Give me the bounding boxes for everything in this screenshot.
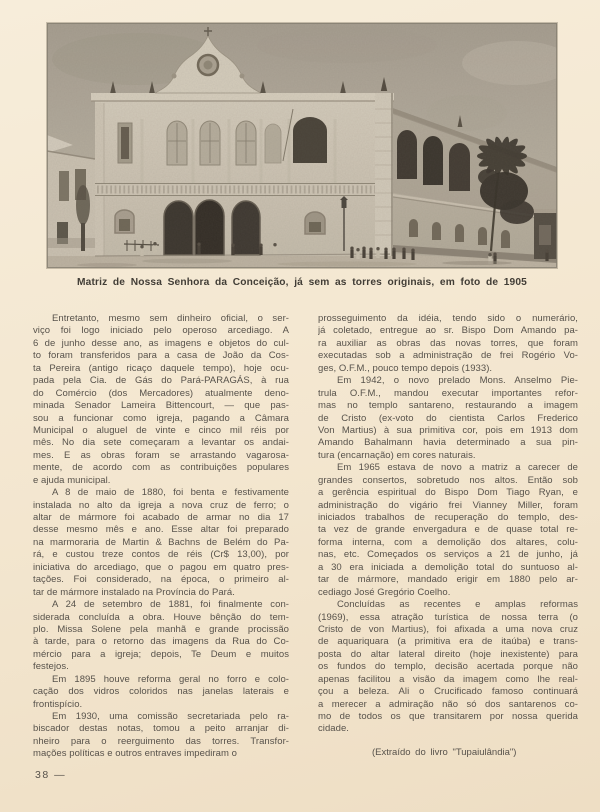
paragraph xyxy=(33,674,289,711)
text-line: a merecer a admiração não só dos santarenos co- xyxy=(318,698,578,710)
text-line: frontispício. xyxy=(33,698,83,710)
text-line: 6 de junho desse ano, as imagens e objetos do cul- xyxy=(33,337,289,349)
text-column-right xyxy=(318,313,578,761)
text-line: ta Pereira (antigo ricaço daquele tempo), hoje ocu- xyxy=(33,362,289,374)
text-line: to foram transferidos para a casa de João da Cos- xyxy=(33,350,289,362)
text-line: mo de todos os que transitarem por nossa querida xyxy=(318,711,578,722)
text-line: instalada no alto da igreja a nova cruz de ferro; o xyxy=(33,499,289,511)
church-photo xyxy=(47,23,557,268)
text-line: A 8 de maio de 1880, foi benta e festivamente xyxy=(52,487,289,499)
text-line: pada pela Cia. de Gás do Pará-PARAGÁS, à rua xyxy=(33,375,289,387)
text-line: cação dos vidros coloridos nas janelas laterais e xyxy=(33,686,289,698)
text-line: A 24 de setembro de 1881, foi finalmente con- xyxy=(52,599,289,611)
text-line: prosseguimento da idéia, tendo sido o numerário, xyxy=(318,313,578,324)
paragraph xyxy=(318,313,578,375)
text-line: forma interna, com a demolição dos altares, colu- xyxy=(318,536,578,548)
text-line: tar de mármore, mandado erigir em 1880 pelo ar- xyxy=(318,574,578,586)
text-line: Concluídas as recentes e amplas reformas xyxy=(337,599,578,611)
page-number: 38 — xyxy=(35,769,67,781)
text-line: à tarde, para o retorno das imagens da Rua do Co- xyxy=(33,636,289,648)
text-line: mente, de acordo com as contribuições populares xyxy=(33,462,289,474)
text-line: mações políticas e outros entraves impediram o xyxy=(33,748,238,760)
text-line: siderada concluída a obra. Houve bênção do tem- xyxy=(33,611,289,623)
text-line: Em 1895 houve reforma geral no forro e colo- xyxy=(52,673,289,685)
article-columns xyxy=(33,313,578,761)
text-line: cidade. xyxy=(318,723,349,735)
paragraph xyxy=(33,711,289,761)
text-line: executadas sob a administração de frei Rogério Vo- xyxy=(318,350,578,362)
paragraph xyxy=(33,487,289,599)
text-line: desse mesmo mês e ano. Esse altar foi preparado xyxy=(33,524,289,536)
paragraph xyxy=(318,599,578,736)
text-line: çou a beleza. Ali o Crucificado famoso continuará xyxy=(318,686,578,698)
paragraph xyxy=(33,599,289,674)
text-line: Cristo de von Martius), foi afixada a uma nova cruz xyxy=(318,623,578,635)
text-line: Amando Bahalmann havia determinado a sua pin- xyxy=(318,437,578,449)
text-line: trula O.F.M., mandou executar importantes refor- xyxy=(318,387,578,399)
text-line: nheiro para o reerguimento das torres. Transfor- xyxy=(33,735,289,747)
text-line: administração do vigário frei Vianney Miller, foram xyxy=(318,499,578,511)
text-line: rá, e custou treze contos de réis (Cr$ 13,00), por xyxy=(33,549,289,561)
text-line: ta vez de grande envergadura e de quase total re- xyxy=(318,524,578,536)
text-line: altar de mármore foi acabado de armar no dia 17 xyxy=(33,512,289,523)
text-line: viço foi logo iniciado pelo operoso arcediago. A xyxy=(33,325,289,337)
text-line: de aquariquara (a primitiva era de itaúba) e trans- xyxy=(318,636,578,648)
text-line: tura (encarnação) em cores naturais. xyxy=(318,449,476,461)
text-line: Municipal o aluguel de vinte e cinco mil réis por xyxy=(33,424,289,436)
text-line: Entretanto, mesmo sem dinheiro oficial, o ser- xyxy=(52,313,289,324)
text-line: ges, O.F.M., pouco tempo depois (1933). xyxy=(318,362,493,374)
text-line: festejos. xyxy=(33,661,69,673)
text-line: mes. E as obras foram se arrastando vagarosa- xyxy=(33,449,289,461)
text-line: grandes consertos, sobretudo nos altos. Então sob xyxy=(318,474,578,486)
text-line: Em 1965 estava de novo a matriz a carecer de xyxy=(337,462,578,474)
source-note: (Extraído do livro "Tupaiulândia") xyxy=(372,747,517,758)
text-line: sou a funcionar como igreja, pagando a Câmara xyxy=(33,412,289,424)
paragraph xyxy=(318,462,578,599)
text-line: Em 1942, o novo prelado Mons. Anselmo Pie- xyxy=(337,375,578,387)
text-line: mês. No dia sete começaram a levantar os andai- xyxy=(33,437,289,449)
text-column-left xyxy=(33,313,289,761)
text-line: iniciativa do arcediago, que o pagou em quatro pres- xyxy=(33,561,289,573)
text-line: biscador destas notas, tomou a peito arranjar di- xyxy=(33,723,289,735)
text-line: plo. Missa Solene pela manhã e grande procissão xyxy=(33,623,289,635)
text-line: cediago José Gregório Coelho. xyxy=(318,586,451,598)
church-photo-image xyxy=(47,23,557,268)
text-line: e ajuda municipal. xyxy=(33,474,111,486)
paragraph xyxy=(33,313,289,487)
text-line: na marmoraria de Martin & Bachns de Belém do Pa- xyxy=(33,536,289,548)
text-line: ra auxiliar as obras das novas torres, que foram xyxy=(318,337,578,349)
text-line: apenas facilitou a visão da imagem como lhe real- xyxy=(318,673,578,685)
text-line: já coletado, entregue ao sr. Bispo Dom Amando pa- xyxy=(318,325,578,337)
text-line: tar de mármore instalado na Província do Pará. xyxy=(33,586,235,598)
text-line: iniciados trabalhos de recuperação do templo, des- xyxy=(318,512,578,523)
text-line: posta do altar lateral direito (hoje inexistente) para xyxy=(318,648,578,660)
paragraph xyxy=(318,375,578,462)
text-line: do Comércio (dos Mercadores) atualmente deno- xyxy=(33,387,289,399)
text-line: Von Martius) à sua primitiva cor, pois em 1913 dom xyxy=(318,424,578,436)
text-line: (1969), essa atração turística de nossa terra (o xyxy=(318,611,578,623)
text-line: os fundos do templo, decisão acertada porque não xyxy=(318,661,578,673)
text-line: tações. Foi considerado, na época, o primeiro al- xyxy=(33,574,289,586)
text-line: mas no templo santareno, restaurando a imagem xyxy=(318,400,578,412)
text-line: mércio para a igreja; depois, Te Deum e muitos xyxy=(33,648,289,660)
text-line: Em 1930, uma comissão secretariada pelo ra- xyxy=(52,711,289,722)
text-line: a gerência espiritual do Bispo Dom Tiago Ryan, e xyxy=(318,487,578,499)
text-line: minada Senador Lameira Bittencourt, — que pas- xyxy=(33,400,289,412)
photo-caption: Matriz de Nossa Senhora da Conceição, já sem as torres originais, em foto de 1905 xyxy=(77,277,527,288)
text-line: de Cristo (ex-voto do cientista Carlos Frederico xyxy=(318,412,578,424)
text-line: a 30 era iniciada a demolição total do suntuoso al- xyxy=(318,561,578,573)
text-line: nas, etc. Começados os serviços a 21 de junho, já xyxy=(318,549,578,561)
